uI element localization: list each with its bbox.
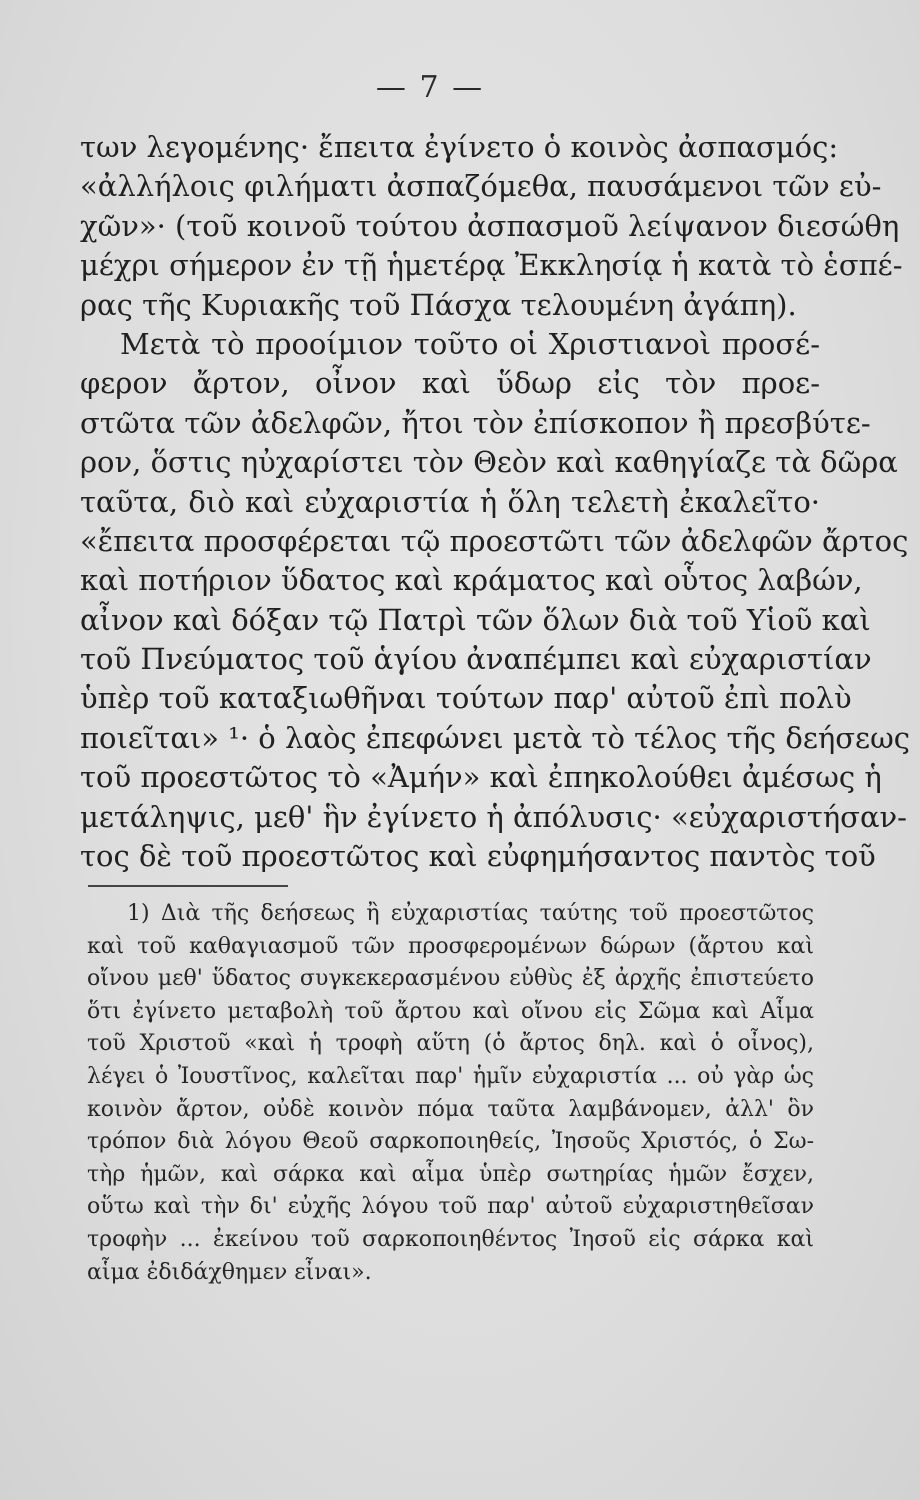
footnote-line: λέγει ὁ Ἰουστῖνος, καλεῖται παρ' ἡμῖν εὐχαριστία ... οὐ γὰρ ὡς [87, 1063, 814, 1089]
text-line: ρας τῆς Κυριακῆς τοῦ Πάσχα τελουμένη ἀγάπη). [80, 287, 797, 322]
footnote-line: κοινὸν ἄρτον, οὐδὲ κοινὸν πόμα ταῦτα λαμβάνομεν, ἀλλ' ὃν [87, 1096, 814, 1122]
footnote-line: οἴνου μεθ' ὕδατος συγκεκερασμένου εὐθὺς ἐξ ἀρχῆς ἐπιστεύετο [87, 966, 814, 992]
footnote-line: τροφὴν ... ἐκείνου τοῦ σαρκοποιηθέντος Ἰησοῦ εἰς σάρκα καὶ [87, 1226, 814, 1252]
text-line: μέχρι σήμερον ἐν τῇ ἡμετέρᾳ Ἐκκλησίᾳ ἡ κατὰ τὸ ἑσπέ- [80, 248, 903, 283]
footnote-line: αἷμα ἐδιδάχθημεν εἶναι». [87, 1259, 372, 1285]
text-line: καὶ ποτήριον ὕδατος καὶ κράματος καὶ οὗτος λαβών, [80, 563, 863, 598]
footnote-line: οὕτω καὶ τὴν δι' εὐχῆς λόγου τοῦ παρ' αὐτοῦ εὐχαριστηθεῖσαν [87, 1194, 814, 1220]
text-line: τοῦ προεστῶτος τὸ «Ἀμήν» καὶ ἐπηκολούθει ἀμέσως ἡ [80, 760, 882, 795]
text-line: στῶτα τῶν ἀδελφῶν, ἤτοι τὸν ἐπίσκοπον ἢ πρεσβύτε- [80, 405, 871, 440]
footnote-line: τρόπον διὰ λόγου Θεοῦ σαρκοποιηθείς, Ἰησοῦς Χριστός, ὁ Σω- [87, 1129, 814, 1155]
text-line: αἶνον καὶ δόξαν τῷ Πατρὶ τῶν ὅλων διὰ τοῦ Υἱοῦ καὶ [80, 602, 871, 637]
footnote-separator [88, 885, 288, 887]
text-line: ρον, ὅστις ηὐχαρίστει τὸν Θεὸν καὶ καθηγίαζε τὰ δῶρα [80, 445, 898, 480]
text-line: ποιεῖται» ¹· ὁ λαὸς ἐπεφώνει μετὰ τὸ τέλος τῆς δεήσεως [80, 720, 910, 755]
text-line: «ἔπειτα προσφέρεται τῷ προεστῶτι τῶν ἀδελφῶν ἄρτος [80, 523, 909, 558]
text-line: τοῦ Πνεύματος τοῦ ἁγίου ἀναπέμπει καὶ εὐχαριστίαν [80, 642, 872, 677]
text-line: ὑπὲρ τοῦ καταξιωθῆναι τούτων παρ' αὐτοῦ ἐπὶ πολὺ [80, 681, 852, 716]
footnote [87, 898, 814, 1289]
text-line: των λεγομένης· ἔπειτα ἐγίνετο ὁ κοινὸς ἀσπασμός: [80, 130, 839, 164]
text-line: χῶν»· (τοῦ κοινοῦ τούτου ἀσπασμοῦ λείψανον διεσώθη [80, 208, 900, 243]
page-number: — 7 — [375, 70, 485, 105]
footnote-line: τὴρ ἡμῶν, καὶ σάρκα καὶ αἷμα ὑπὲρ σωτηρίας ἡμῶν ἔσχεν, [87, 1161, 814, 1187]
text-line: φερον ἄρτον, οἶνον καὶ ὕδωρ εἰς τὸν προε- [80, 366, 820, 401]
main-text [80, 128, 910, 876]
footnote-line: ὅτι ἐγίνετο μεταβολὴ τοῦ ἄρτου καὶ οἴνου εἰς Σῶμα καὶ Αἷμα [87, 998, 814, 1024]
text-line: μετάληψις, μεθ' ἣν ἐγίνετο ἡ ἀπόλυσις· «εὐχαριστήσαν- [80, 799, 907, 834]
footnote-line: 1) Διὰ τῆς δεήσεως ἢ εὐχαριστίας ταύτης τοῦ προεστῶτος [127, 901, 814, 926]
text-line: τος δὲ τοῦ προεστῶτος καὶ εὐφημήσαντος παντὸς τοῦ [80, 839, 876, 874]
text-line: «ἀλλήλοις φιλήματι ἀσπαζόμεθα, παυσάμενοι τῶν εὐ- [80, 169, 882, 204]
text-line: ταῦτα, διὸ καὶ εὐχαριστία ἡ ὅλη τελετὴ ἐκαλεῖτο· [80, 484, 820, 519]
footnote-line: καὶ τοῦ καθαγιασμοῦ τῶν προσφερομένων δώρων (ἄρτου καὶ [87, 933, 814, 959]
footnote-line: τοῦ Χριστοῦ «καὶ ἡ τροφὴ αὕτη (ὁ ἄρτος δηλ. καὶ ὁ οἶνος), [87, 1031, 814, 1057]
text-line: Μετὰ τὸ προοίμιον τοῦτο οἱ Χριστιανοὶ προσέ- [120, 326, 820, 361]
